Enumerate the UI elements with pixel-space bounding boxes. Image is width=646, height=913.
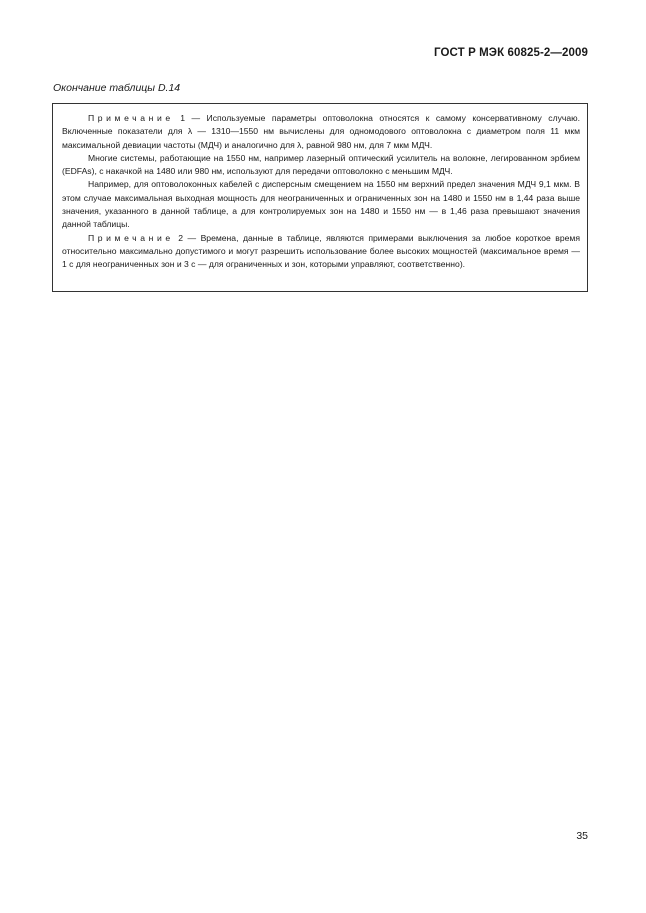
note-text: 2 — Времена, данные в таблице, являются примерами выключения за любое короткое время относительно максимально допустимого и могут разрешить использование более высоких мощностей (максимальное время — 1 с для неограниченных зон и 3 с — для ограниченных и зон, которыми управляют, соответственно). (62, 232, 580, 270)
note-paragraph (62, 112, 580, 152)
note-text: Например, для оптоволоконных кабелей с дисперсным смещением на 1550 нм верхний предел значения МДЧ 9,1 мкм. В этом случае максимальная выходная мощность для неограниченных и ограниченных зон на 1480 и 1550 нм в 1,44 раза выше значения, указанного в данной таблице, а для контролируемых зон на 1480 и 1550 нм — в 1,46 раза превышают значения данной таблицы. (62, 179, 580, 230)
note-text: 1 — Используемые параметры оптоволокна относятся к самому консервативному случаю. Включенные показатели для λ — 1310—1550 нм вычислены для одномодового оптоволокна с диаметром поля 11 мкм максимальной девиации частоты (МДЧ) и аналогично для λ, равной 980 нм, для 7 мкм МДЧ. (62, 113, 580, 150)
note-label: Примечание (88, 113, 174, 123)
document-header (434, 47, 588, 59)
note-paragraph (62, 178, 580, 231)
notes-box (52, 103, 588, 292)
note-paragraph (62, 232, 580, 272)
page-number: 35 (576, 830, 588, 842)
table-continuation-caption: Окончание таблицы D.14 (53, 82, 181, 94)
note-paragraph (62, 152, 580, 179)
note-text: Многие системы, работающие на 1550 нм, например лазерный оптический усилитель на волокне, легированном эрбием (EDFAs), с накачкой на 1480 или 980 нм, используют для передачи оптоволокно с меньшим МДЧ. (62, 152, 580, 177)
note-label: Примечание (88, 232, 174, 243)
standard-code: ГОСТ Р МЭК 60825-2—2009 (434, 47, 588, 59)
